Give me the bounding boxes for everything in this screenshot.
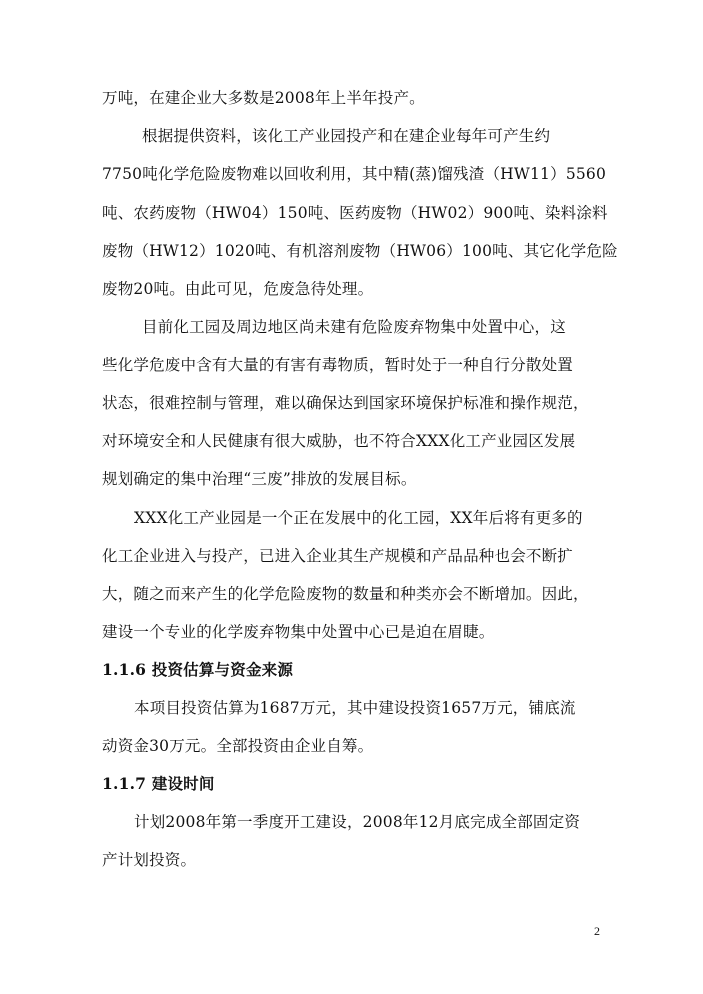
paragraph-line: 大，随之而来产生的化学危险废物的数量和种类亦会不断增加。因此， [102, 585, 589, 603]
paragraph-line: 对环境安全和人民健康有很大威胁，也不符合XXX化工产业园区发展 [102, 432, 576, 450]
section-heading: 1.1.6 投资估算与资金来源 [102, 660, 294, 679]
page-number: 2 [594, 924, 600, 938]
paragraph-line: 7750吨化学危险废物难以回收利用，其中精(蒸)馏残渣（HW11）5560 [102, 165, 607, 183]
paragraph-line: 动资金30万元。全部投资由企业自筹。 [102, 737, 374, 755]
paragraph-line: 万吨，在建企业大多数是2008年上半年投产。 [102, 89, 425, 107]
paragraph-line: 本项目投资估算为1687万元，其中建设投资1657万元，铺底流 [134, 699, 576, 717]
paragraph-line: 建设一个专业的化学废弃物集中处置中心已是迫在眉睫。 [102, 623, 495, 641]
paragraph-line: 吨、农药废物（HW04）150吨、医药废物（HW02）900吨、染料涂料 [102, 204, 608, 222]
paragraph-line: 计划2008年第一季度开工建设，2008年12月底完成全部固定资 [134, 813, 581, 831]
paragraph-line: 状态，很难控制与管理，难以确保达到国家环境保护标准和操作规范， [102, 394, 589, 412]
paragraph-line: 目前化工园及周边地区尚未建有危险废弃物集中处置中心，这 [142, 318, 566, 336]
paragraph-line: XXX化工产业园是一个正在发展中的化工园，XX年后将有更多的 [134, 509, 583, 527]
paragraph-line: 些化学危废中含有大量的有害有毒物质，暂时处于一种自行分散处置 [102, 356, 574, 374]
paragraph-line: 根据提供资料，该化工产业园投产和在建企业每年可产生约 [142, 127, 551, 145]
paragraph-line: 产计划投资。 [102, 851, 197, 869]
paragraph-line: 废物20吨。由此可见，危废急待处理。 [102, 280, 374, 298]
paragraph-line: 化工企业进入与投产，已进入企业其生产规模和产品品种也会不断扩 [102, 547, 574, 565]
paragraph-line: 规划确定的集中治理“三废”排放的发展目标。 [102, 470, 417, 488]
paragraph-line: 废物（HW12）1020吨、有机溶剂废物（HW06）100吨、其它化学危险 [102, 242, 618, 260]
section-heading: 1.1.7 建设时间 [102, 774, 215, 793]
